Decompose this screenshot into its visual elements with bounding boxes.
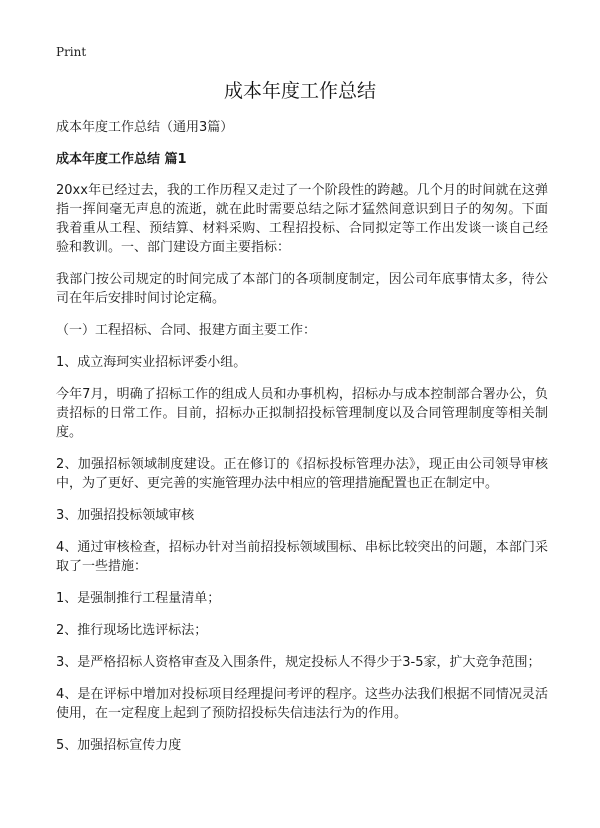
- list-item: 4、通过审核检查，招标办针对当前招投标领域围标、串标比较突出的问题，本部门采取了一些措施：: [56, 540, 548, 574]
- list-item: 2、推行现场比选评标法；: [56, 623, 208, 638]
- paragraph-policy: 我部门按公司规定的时间完成了本部门的各项制度制定，因公司年底事情太多，待公司在年后安排时间讨论定稿。: [56, 272, 548, 306]
- paragraph-subheading: （一）工程招标、合同、报建方面主要工作：: [56, 323, 317, 338]
- print-label: Print: [56, 45, 87, 59]
- list-item: 3、加强招投标领域审核: [56, 508, 195, 523]
- page-title: 成本年度工作总结: [223, 80, 376, 102]
- paragraph-intro: 20xx年已经过去，我的工作历程又走过了一个阶段性的跨越。几个月的时间就在这弹指一挥间毫无声息的流逝，就在此时需要总结之际才猛然间意识到日子的匆匆。下面我着重从工程、预结算、材料采购、工程招投标、合同拟定等工作出发谈一谈自己经验和教训。一、部门建设方面主要指标：: [56, 183, 548, 255]
- document-body: [56, 118, 548, 768]
- list-item: 3、是严格招标人资格审查及入围条件，规定投标人不得少于3-5家，扩大竞争范围；: [56, 655, 541, 670]
- list-item: 2、加强招标领域制度建设。正在修订的《招标投标管理办法》，现正由公司领导审核中，为了更好、更完善的实施管理办法中相应的管理措施配置也正在制定中。: [56, 457, 548, 491]
- document-subtitle: 成本年度工作总结（通用3篇）: [56, 120, 234, 135]
- list-item: 1、成立海珂实业招标评委小组。: [56, 355, 247, 370]
- list-item: 5、加强招标宣传力度: [56, 738, 182, 753]
- list-item: 1、是强制推行工程量清单；: [56, 591, 221, 606]
- list-item: 4、是在评标中增加对投标项目经理提问考评的程序。这些办法我们根据不同情况灵活使用，在一定程度上起到了预防招投标失信违法行为的作用。: [56, 687, 548, 721]
- paragraph-july: 今年7月，明确了招标工作的组成人员和办事机构，招标办与成本控制部合署办公，负责招标的日常工作。目前，招标办正拟制招投标管理制度以及合同管理制度等相关制度。: [56, 387, 548, 440]
- section-heading: 成本年度工作总结 篇1: [56, 152, 187, 167]
